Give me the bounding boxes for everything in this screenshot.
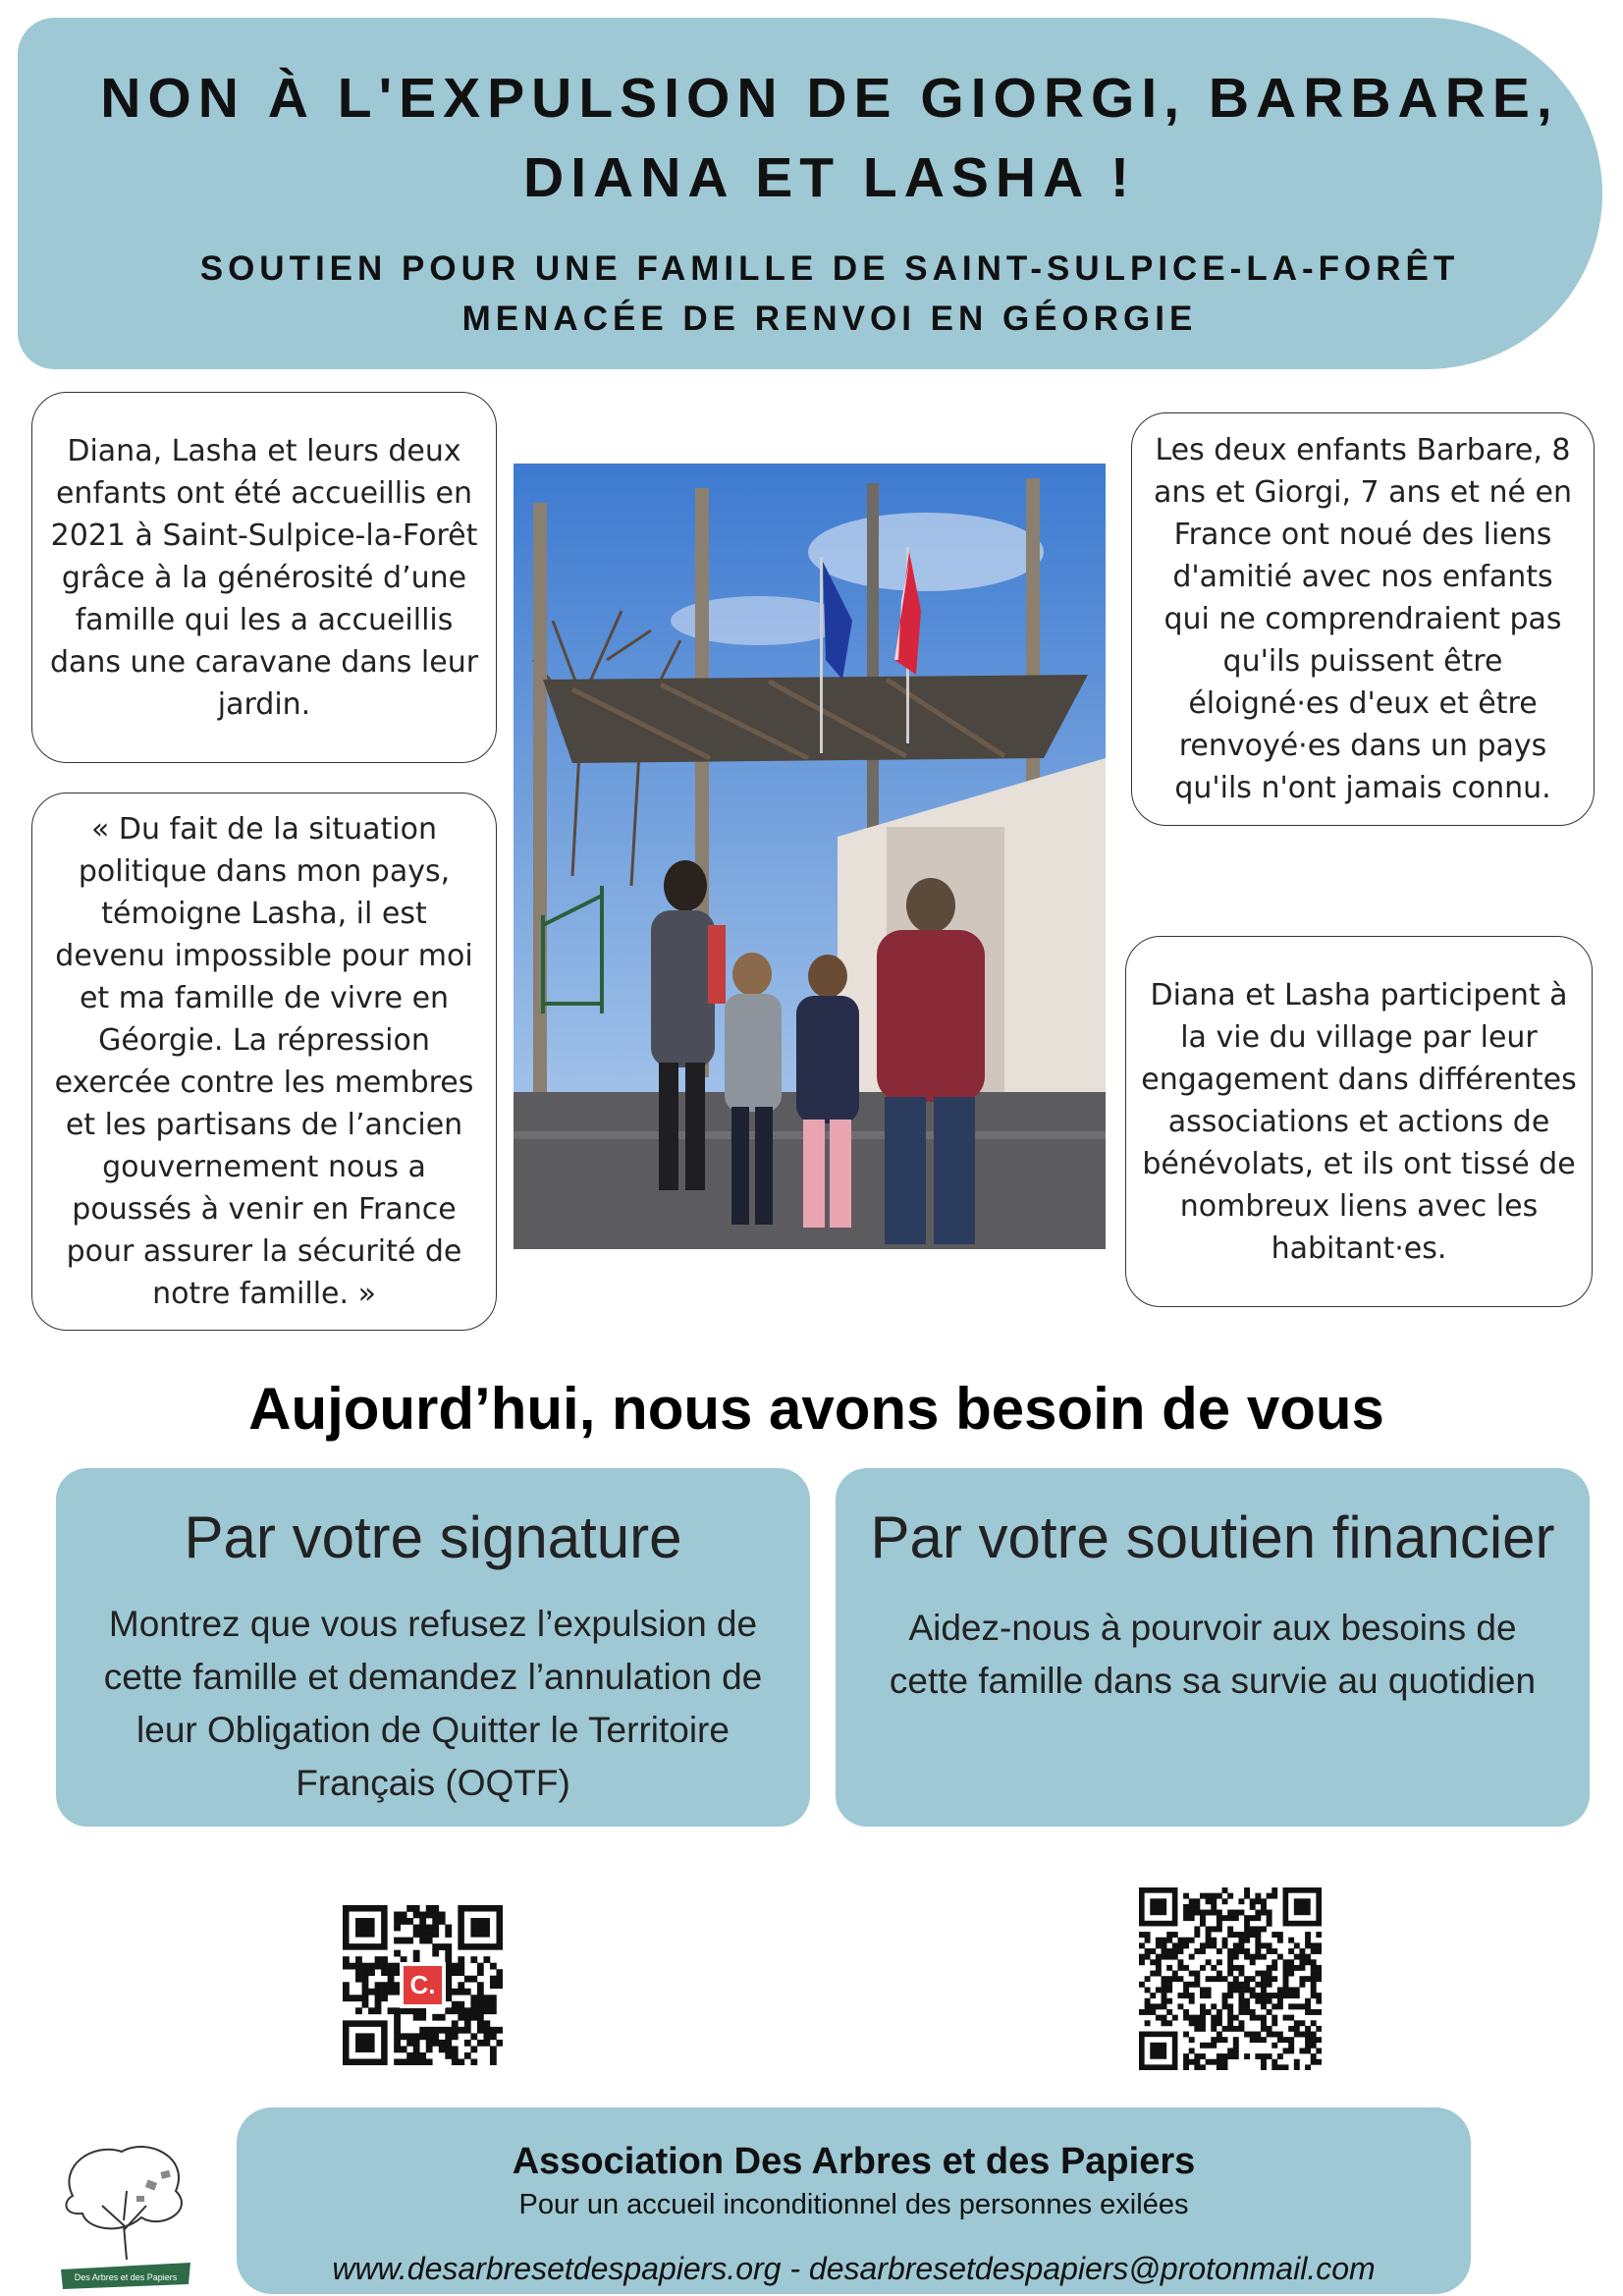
contact-links[interactable]: www.desarbresetdespapiers.org - desarbresetdespapiers@protonmail.com — [332, 2251, 1376, 2286]
donation-qr-code[interactable] — [1139, 1887, 1322, 2070]
association-tagline: Pour un accueil inconditionnel des personnes exilées — [518, 2189, 1189, 2220]
family-photo-illustration — [514, 464, 1106, 1249]
welcome-box — [31, 392, 497, 763]
quote-text: « Du fait de la situation politique dans mon pays, témoigne Lasha, il est devenu impossible pour moi et ma famille de vivre en Géorgie. La répression exercée contre les membres et les partisans de l’ancien gouvernement nous a poussés à venir en France pour assurer la sécurité de notre famille. » — [54, 812, 474, 1311]
children-box — [1131, 412, 1595, 826]
page-title — [0, 59, 1623, 218]
financial-heading: Par votre soutien financier — [870, 1504, 1555, 1570]
financial-panel — [836, 1468, 1590, 1827]
signature-panel — [56, 1468, 810, 1827]
signature-body: Montrez que vous refusez l’expulsion de cette famille et demandez l’annulation de leur Obligation de Quitter le Territoire Français (OQTF) — [103, 1604, 763, 1803]
qr-code-graphic[interactable] — [1139, 1887, 1322, 2070]
financial-body: Aidez-nous à pourvoir aux besoins de cette famille dans sa survie au quotidien — [889, 1608, 1537, 1701]
children-text: Les deux enfants Barbare, 8 ans et Giorgi, 7 ans et né en France ont noué des liens d'amitié avec nos enfants qui ne comprendraient pas qu'ils puissent être éloigné·es d'eux et être renvoyé·es dans un pays qu'ils n'ont jamais connu. — [1154, 433, 1572, 805]
signature-heading: Par votre signature — [184, 1504, 682, 1570]
footer-box — [237, 2107, 1471, 2294]
quote-box — [31, 793, 497, 1331]
tree-logo-icon — [53, 2137, 200, 2292]
association-name: Association Des Arbres et des Papiers — [512, 2141, 1196, 2182]
subtitle-line-2: MENACÉE DE RENVOI EN GÉORGIE — [461, 300, 1198, 338]
title-line-2: DIANA ET LASHA ! — [523, 146, 1136, 209]
logo-caption: Des Arbres et des Papiers — [74, 2272, 178, 2282]
welcome-text: Diana, Lasha et leurs deux enfants ont été accueillis en 2021 à Saint-Sulpice-la-Forêt grâce à la générosité d’une famille qui les a accueillis dans une caravane dans leur jardin. — [49, 433, 479, 722]
signature-qr-code[interactable] — [343, 1905, 503, 2065]
page-subtitle — [0, 244, 1623, 344]
village-box — [1125, 936, 1593, 1307]
association-logo — [53, 2137, 200, 2292]
need-heading: Aujourd’hui, nous avons besoin de vous — [248, 1376, 1384, 1442]
qr-badge: C. — [400, 1962, 446, 2008]
village-text: Diana et Lasha participent à la vie du village par leur engagement dans différentes associations et actions de bénévolats, et ils ont tissé de nombreux liens avec les habitant·es. — [1141, 977, 1577, 1266]
subtitle-line-1: SOUTIEN POUR UNE FAMILLE DE SAINT-SULPICE-LA-FORÊT — [199, 249, 1460, 288]
family-photo — [514, 464, 1106, 1249]
title-line-1: NON À L'EXPULSION DE GIORGI, BARBARE, — [100, 67, 1559, 130]
